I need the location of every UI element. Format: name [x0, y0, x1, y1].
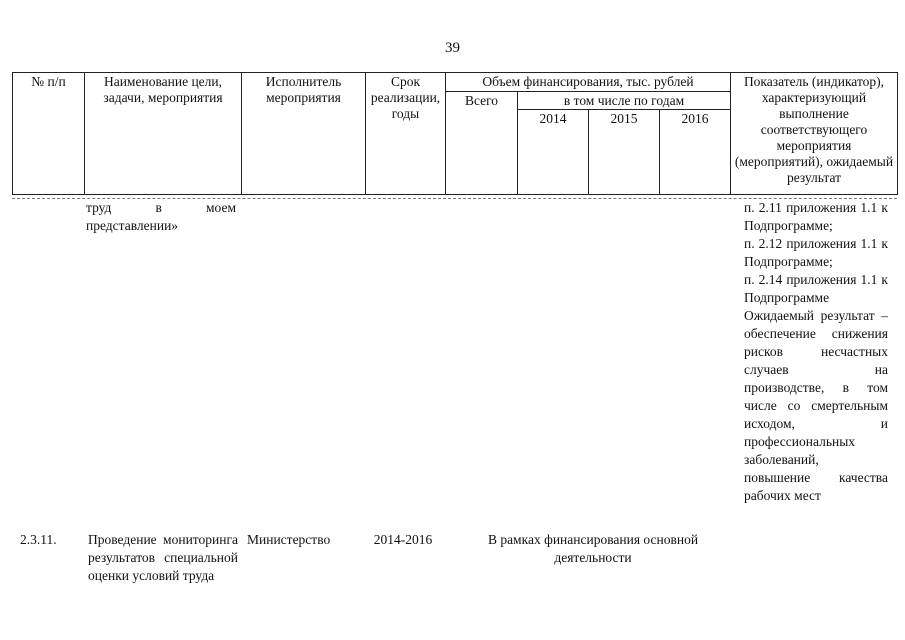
- header-funding: Объем финансирования, тыс. рублей: [446, 73, 731, 92]
- row-term: 2014-2016: [373, 532, 433, 547]
- row-name: Проведение мониторинга результатов специальной оценки условий труда: [88, 532, 238, 583]
- indicator-line-1: п. 2.11 приложения 1.1 к Подпрограмме;: [744, 200, 888, 233]
- header-by-years: в том числе по годам: [518, 91, 731, 110]
- header-year-2015: 2015: [589, 110, 660, 195]
- expected-result: Ожидаемый результат – обеспечение снижения рисков несчастных случаев на производстве, в том числе со смертельным исходом, и профессиональных заболеваний, повышение качества рабочих мест: [744, 308, 888, 503]
- indicator-line-3: п. 2.14 приложения 1.1 к Подпрограмме: [744, 272, 888, 305]
- header-indicator: Показатель (индикатор), характеризующий выполнение соответствующего мероприятия (мероприятий), ожидаемый результат: [731, 73, 898, 195]
- row-funding: В рамках финансирования основной деятельности: [487, 532, 699, 565]
- header-total: Всего: [446, 91, 518, 194]
- indicator-line-2: п. 2.12 приложения 1.1 к Подпрограмме;: [744, 236, 888, 269]
- page-number: 39: [445, 40, 460, 56]
- header-executor: Исполнитель мероприятия: [242, 73, 366, 195]
- header-term: Срок реализации, годы: [366, 73, 446, 195]
- table-header: [12, 72, 898, 195]
- header-name: Наименование цели, задачи, мероприятия: [85, 73, 242, 195]
- header-year-2016: 2016: [660, 110, 731, 195]
- header-year-2014: 2014: [518, 110, 589, 195]
- header-num: № п/п: [13, 73, 85, 195]
- indicator-text: [744, 199, 888, 505]
- row-executor: Министерство: [247, 532, 331, 547]
- name-fragment: труд в моем представлении»: [86, 200, 236, 233]
- row-number: 2.3.11.: [20, 532, 57, 547]
